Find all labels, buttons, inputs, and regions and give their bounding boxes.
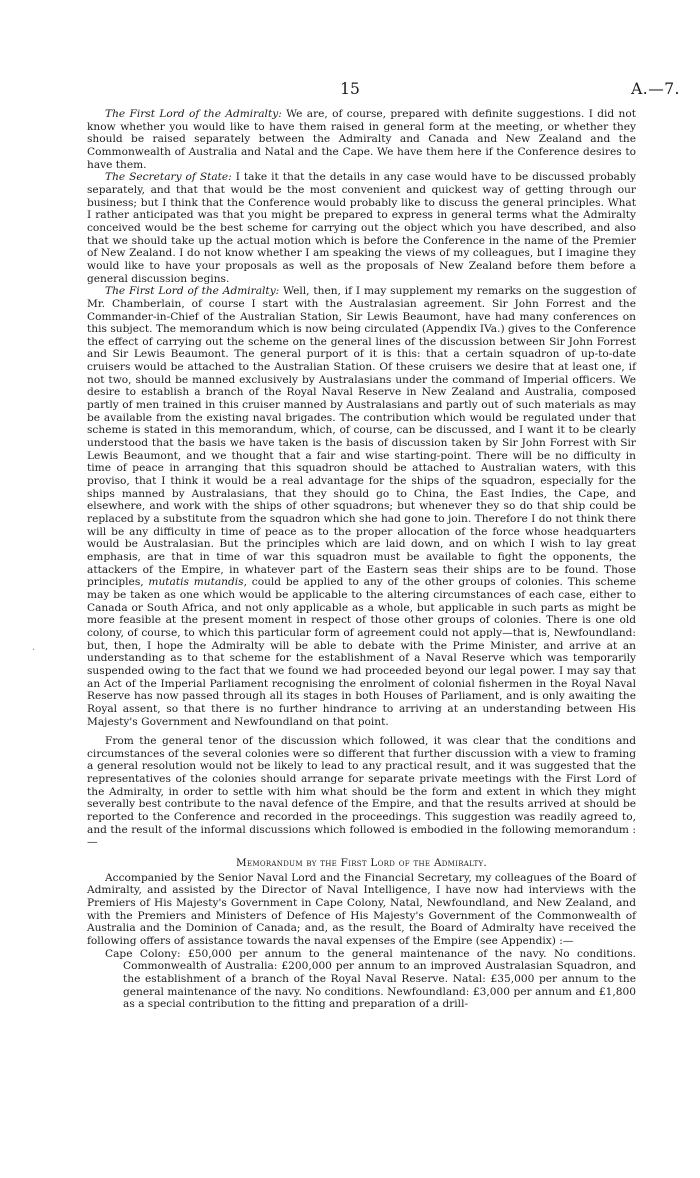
paragraph xyxy=(87,171,636,285)
document-reference: A.—7. xyxy=(631,80,680,98)
body-text xyxy=(87,108,636,1011)
paragraph-text-continued: , could be applied to any of the other groups of colonies. This scheme may be taken as one which would be applicable to the altering circumstances of each case, either to Canada or South Africa, and not only applicable as a whole, but applicable in such parts as might be more feasible at the present moment in respect of those other groups of colonies. There is one old colony, of course, to which this particular form of agreement could not apply—that is, Newfoundland: but, then, I hope the Admiralty will be able to debate with the Prime Minister, and arrive at an understanding as to that scheme for the establishment of a Naval Reserve which was temporarily suspended owing to the fact that we found we had proceeded beyond our legal power. I may say that an Act of the Imperial Parliament recognising the enrolment of colonial fishermen in the Royal Naval Reserve has now passed through all its stages in both Houses of Parliament, and is only awaiting the Royal assent, so that there is no further hindrance to arriving at an understanding between His Majesty's Government and Newfoundland on that point. xyxy=(87,576,636,728)
paragraph: From the general tenor of the discussion which followed, it was clear that the conditions and circumstances of the several colonies were so different that further discussion with a view to framing a general resolution would not be likely to lead to any practical result, and it was suggested that the representatives of the colonies should arrange for separate private meetings with the First Lord of the Admiralty, in order to settle with him what should be the form and extent in which they might severally best contribute to the naval defence of the Empire, and that the results arrived at should be reported to the Conference and recorded in the proceedings. This suggestion was readily agreed to, and the result of the informal discussions which followed is embodied in the following memorandum :— xyxy=(87,735,636,849)
page-number: 15 xyxy=(340,80,360,98)
paragraph-text: We are, of course, prepared with definite suggestions. I did not know whether you would like to have them raised in general form at the meeting, or whether they should be raised separately between the Admiralty and Canada and New Zealand and the Commonwealth of Australia and Natal and the Cape. We have them here if the Conference desires to have them. xyxy=(87,108,636,171)
margin-dot: · xyxy=(32,645,36,656)
paragraph xyxy=(87,108,636,171)
paragraph xyxy=(87,285,636,728)
speaker-label: The First Lord of the Admiralty: xyxy=(105,285,280,298)
offers-list: Cape Colony: £50,000 per annum to the general maintenance of the navy. No conditions. Commonwealth of Australia: £200,000 per annum to an improved Australasian Squadron, and the establishment of a branch of the Royal Naval Reserve. Natal: £35,000 per annum to the general maintenance of the navy. No conditions. Newfoundland: £3,000 per annum and £1,800 as a special contribution to the fitting and preparation of a drill- xyxy=(105,947,636,1011)
paragraph-text: Well, then, if I may supplement my remarks on the suggestion of Mr. Chamberlain, of course I start with the Australasian agreement. Sir John Forrest and the Commander-in-Chief of the Australian Station, Sir Lewis Beaumont, have had many conferences on this subject. The memorandum which is now being circulated (Appendix IVa.) gives to the Conference the effect of carrying out the scheme on the general lines of the discussion between Sir John Forrest and Sir Lewis Beaumont. The general purport of it is this: that a certain squadron of up-to-date cruisers would be attached to the Australian Station. Of these cruisers we desire that at least one, if not two, should be manned exclusively by Australasians under the command of Imperial officers. We desire to establish a branch of the Royal Naval Reserve in New Zealand and Australia, composed partly of men trained in this cruiser manned by Australasians and partly out of such materials as may be available from the existing naval brigades. The contribution which would be regulated under that scheme is stated in this memorandum, which, of course, can be discussed, and I want it to be clearly understood that the basis we have taken is the basis of discussion taken by Sir John Forrest with Sir Lewis Beaumont, and we thought that a fair and wise starting-point. There will be no difficulty in time of peace in arranging that this squadron should be attached to Australian waters, with this proviso, that I think it would be a real advantage for the ships of the squadron, especially for the ships manned by Australasians, that they should go to China, the East Indies, the Cape, and elsewhere, and work with the ships of other squadrons; but whenever they so do that ship could be replaced by a substitute from the squadron which she had gone to join. Therefore I do not think there will be any difficulty in time of peace as to the proper allocation of the force whose headquarters would be Australasian. But the principles which are laid down, and on which I wish to lay great emphasis, are that in time of war this squadron must be available to fight the opponents, the attackers of the Empire, in whatever part of the Eastern seas their ships are to be found. Those principles, xyxy=(87,285,636,589)
latin-phrase: mutatis mutandis xyxy=(148,576,244,589)
paragraph-text: I take it that the details in any case would have to be discussed probably separately, and that that would be the most convenient and quickest way of getting through our business; but I think that the Conference would probably like to discuss the general principles. What I rather anticipated was that you might be prepared to express in general terms what the Admiralty conceived would be the best scheme for carrying out the object which you have described, and also that we should take up the actual motion which is before the Conference in the name of the Premier of New Zealand. I do not know whether I am speaking the views of my colleagues, but I imagine they would like to have your proposals as well as the proposals of New Zealand before them before a general discussion begins. xyxy=(87,171,636,285)
speaker-label: The Secretary of State: xyxy=(105,171,232,184)
memorandum-title: Memorandum by the First Lord of the Admiralty. xyxy=(236,857,487,870)
paragraph: Accompanied by the Senior Naval Lord and the Financial Secretary, my colleagues of the Board of Admiralty, and assisted by the Director of Naval Intelligence, I have now had interviews with the Premiers of His Majesty's Government in Cape Colony, Natal, Newfoundland, and New Zealand, and with the Premiers and Ministers of Defence of His Majesty's Government of the Commonwealth of Australia and the Dominion of Canada; and, as the result, the Board of Admiralty have received the following offers of assistance towards the naval expenses of the Empire (see Appendix) :— xyxy=(87,871,636,947)
speaker-label: The First Lord of the Admiralty: xyxy=(105,108,282,120)
